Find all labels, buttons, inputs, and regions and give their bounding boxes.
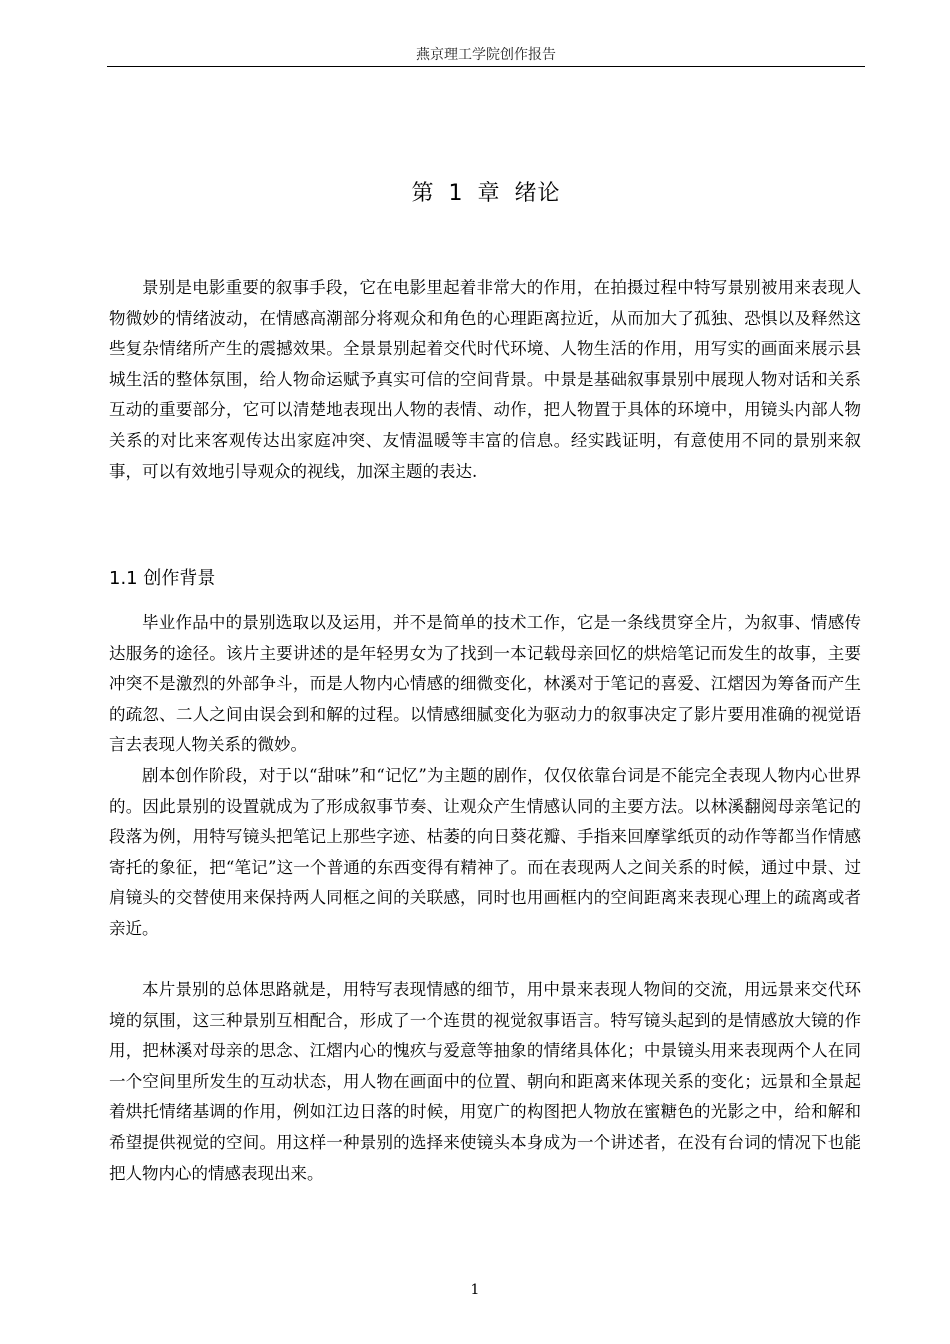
page-header [107,44,865,67]
section-paragraph-3: 本片景别的总体思路就是，用特写表现情感的细节，用中景来表现人物间的交流，用远景来交代环境的氛围，这三种景别互相配合，形成了一个连贯的视觉叙事语言。特写镜头起到的是情感放大镜的作用，把林溪对母亲的思念、江熠内心的愧疚与爱意等抽象的情绪具体化；中景镜头用来表现两个人在同一个空间里所发生的互动状态，用人物在画面中的位置、朝向和距离来体现关系的变化；远景和全景起着烘托情绪基调的作用，例如江边日落的时候，用宽广的构图把人物放在蜜糖色的光影之中，给和解和希望提供视觉的空间。用这样一种景别的选择来使镜头本身成为一个讲述者，在没有台词的情况下也能把人物内心的情感表现出来。 [109,980,861,1183]
page-number: 1 [470,1282,480,1298]
chapter-title: 第 1 章 绪论 [411,181,561,206]
header-title: 燕京理工学院创作报告 [416,47,556,63]
intro-paragraph: 景别是电影重要的叙事手段，它在电影里起着非常大的作用，在拍摄过程中特写景别被用来表现人物微妙的情绪波动，在情感高潮部分将观众和角色的心理距离拉近，从而加大了孤独、恐惧以及释然这些复杂情绪所产生的震撼效果。全景景别起着交代时代环境、人物生活的作用，用写实的画面来展示县城生活的整体氛围，给人物命运赋予真实可信的空间背景。中景是基础叙事景别中展现人物对话和关系互动的重要部分，它可以清楚地表现出人物的表情、动作，把人物置于具体的环境中，用镜头内部人物关系的对比来客观传达出家庭冲突、友情温暖等丰富的信息。经实践证明，有意使用不同的景别来叙事，可以有效地引导观众的视线，加深主题的表达. [109,278,861,481]
section-heading: 1.1 创作背景 [109,568,216,589]
section-paragraph-1: 毕业作品中的景别选取以及运用，并不是简单的技术工作，它是一条线贯穿全片，为叙事、情感传达服务的途径。该片主要讲述的是年轻男女为了找到一本记载母亲回忆的烘焙笔记而发生的故事，主要冲突不是激烈的外部争斗，而是人物内心情感的细微变化，林溪对于笔记的喜爱、江熠因为筹备而产生的疏忽、二人之间由误会到和解的过程。以情感细腻变化为驱动力的叙事决定了影片要用准确的视觉语言去表现人物关系的微妙。 [109,613,861,755]
section-paragraph-2: 剧本创作阶段，对于以“甜味”和“记忆”为主题的剧作，仅仅依靠台词是不能完全表现人物内心世界的。因此景别的设置就成为了形成叙事节奏、让观众产生情感认同的主要方法。以林溪翻阅母亲笔记的段落为例，用特写镜头把笔记上那些字迹、枯萎的向日葵花瓣、手指来回摩挲纸页的动作等都当作情感寄托的象征，把“笔记”这一个普通的东西变得有精神了。而在表现两人之间关系的时候，通过中景、过肩镜头的交替使用来保持两人同框之间的关联感，同时也用画框内的空间距离来表现心理上的疏离或者亲近。 [109,766,861,938]
